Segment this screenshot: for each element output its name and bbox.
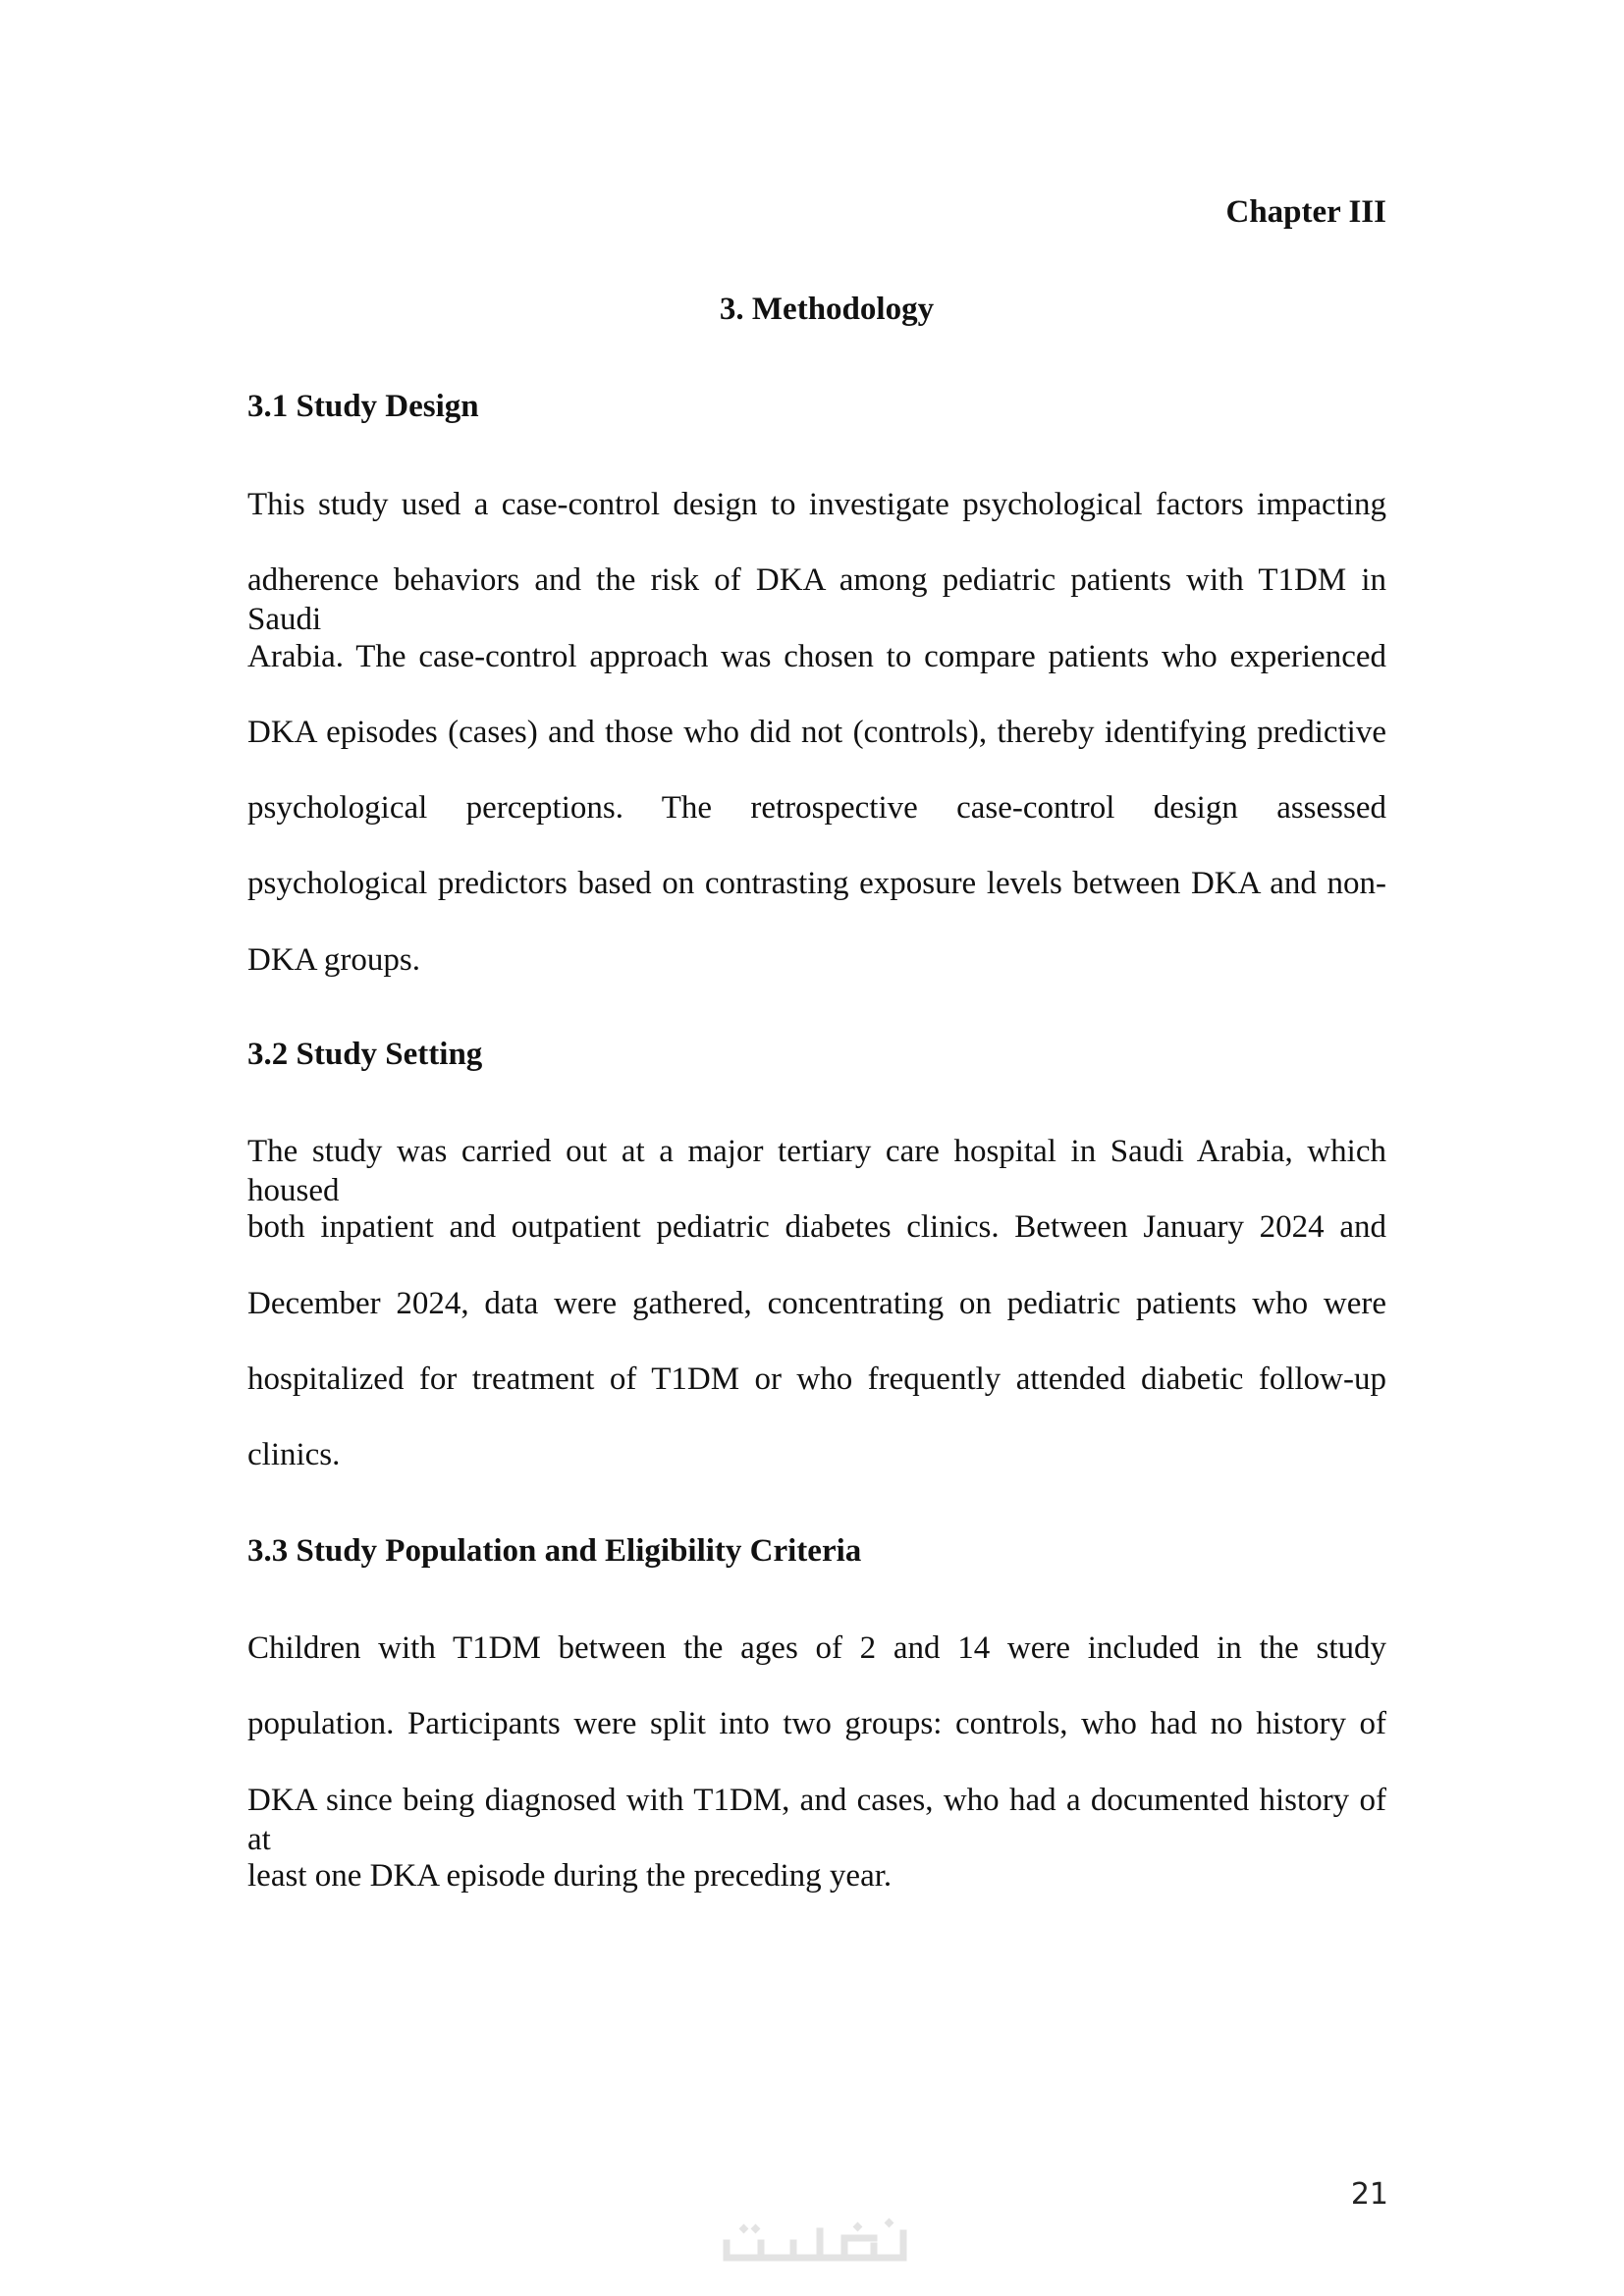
text-line: psychological perceptions. The retrospective case-control design assessed [247, 790, 1386, 827]
subsection-heading: 3.2 Study Setting [247, 1037, 483, 1072]
text-line: DKA episodes (cases) and those who did not (controls), thereby identifying predictive [247, 714, 1386, 750]
text-line: population. Participants were split into two groups: controls, who had no history of [247, 1706, 1386, 1742]
text-line: DKA since being diagnosed with T1DM, and cases, who had a documented history of at [247, 1782, 1386, 1857]
subsection-heading: 3.1 Study Design [247, 389, 479, 424]
chapter-label: Chapter III [1225, 194, 1386, 230]
text-line: clinics. [247, 1437, 341, 1473]
text-line: December 2024, data were gathered, concentrating on pediatric patients who were [247, 1285, 1386, 1321]
text-line: Arabia. The case-control approach was chosen to compare patients who experienced [247, 638, 1386, 674]
text-line: DKA groups. [247, 941, 421, 978]
logo-dot [885, 2218, 894, 2228]
paragraph-study-design [247, 485, 1386, 1016]
section-title-text: 3. Methodology [719, 292, 935, 327]
subsection-heading: 3.3 Study Population and Eligibility Criteria [247, 1533, 862, 1569]
text-line: both inpatient and outpatient pediatric diabetes clinics. Between January 2024 and [247, 1209, 1386, 1246]
text-line: This study used a case-control design to investigate psychological factors impacting [247, 487, 1386, 522]
khamsat-logo-icon [717, 2214, 913, 2272]
logo-dot [751, 2224, 761, 2234]
text-line: psychological predictors based on contrasting exposure levels between DKA and non- [247, 866, 1386, 902]
text-line: least one DKA episode during the preceding year. [247, 1857, 893, 1894]
paragraph-study-setting [247, 1132, 1386, 1511]
text-line: The study was carried out at a major tertiary care hospital in Saudi Arabia, which housed [247, 1134, 1386, 1208]
text-line: adherence behaviors and the risk of DKA among pediatric patients with T1DM in Saudi [247, 562, 1386, 638]
paragraph-study-population [247, 1629, 1386, 1932]
text-line: hospitalized for treatment of T1DM or who frequently attended diabetic follow-up [247, 1361, 1386, 1397]
page-number: 21 [1350, 2177, 1388, 2212]
logo-dot [853, 2222, 863, 2232]
logo-dot [739, 2224, 749, 2234]
text-line: Children with T1DM between the ages of 2 and 14 were included in the study [247, 1630, 1386, 1666]
watermark-logo-svg [717, 2214, 913, 2272]
section-title [0, 290, 1624, 329]
